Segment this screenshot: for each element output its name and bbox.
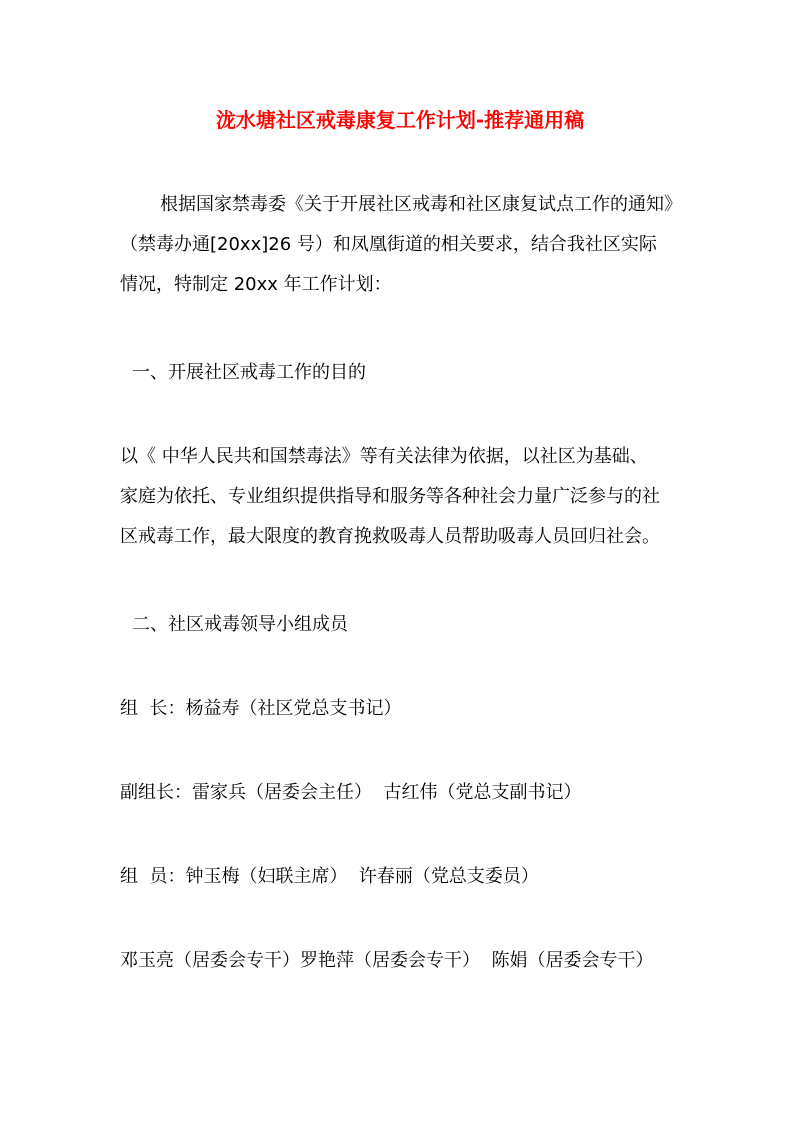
intro-line-2: （禁毒办通[20xx]26 号）和凤凰街道的相关要求，结合我社区实际	[120, 234, 657, 255]
section-2-heading-text: 二、社区戒毒领导小组成员	[132, 614, 348, 635]
member-group-2	[120, 941, 680, 981]
section-1-line-2: 家庭为依托、专业组织提供指导和服务等各种社会力量广泛参与的社	[120, 486, 660, 507]
section-1-line-3: 区戒毒工作，最大限度的教育挽救吸毒人员帮助吸毒人员回归社会。	[120, 526, 660, 547]
intro-line-1: 根据国家禁毒委《关于开展社区戒毒和社区康复试点工作的通知》	[160, 194, 682, 215]
member-group-1-text: 组 员：钟玉梅（妇联主席） 许春丽（党总支委员）	[120, 866, 539, 887]
section-1-line-1: 以《 中华人民共和国禁毒法》等有关法律为依据，以社区为基础、	[120, 446, 648, 467]
member-leader	[120, 689, 680, 729]
intro-line-3: 情况，特制定 20xx 年工作计划：	[120, 274, 392, 295]
section-1-heading-text: 一、开展社区戒毒工作的目的	[132, 362, 366, 383]
member-leader-text: 组 长：杨益寿（社区党总支书记）	[120, 698, 402, 719]
member-deputy-text: 副组长：雷家兵（居委会主任） 古红伟（党总支副书记）	[120, 782, 582, 803]
member-group-1	[120, 857, 680, 897]
section-1-heading	[120, 353, 680, 393]
member-deputy	[120, 773, 680, 813]
section-1-paragraph	[120, 437, 680, 557]
intro-paragraph	[120, 185, 680, 305]
member-group-2-text: 邓玉亮（居委会专干）罗艳萍（居委会专干） 陈娟（居委会专干）	[120, 950, 654, 971]
document-title: 泷水塘社区戒毒康复工作计划-推荐通用稿	[215, 108, 585, 132]
section-2-heading	[120, 605, 680, 645]
